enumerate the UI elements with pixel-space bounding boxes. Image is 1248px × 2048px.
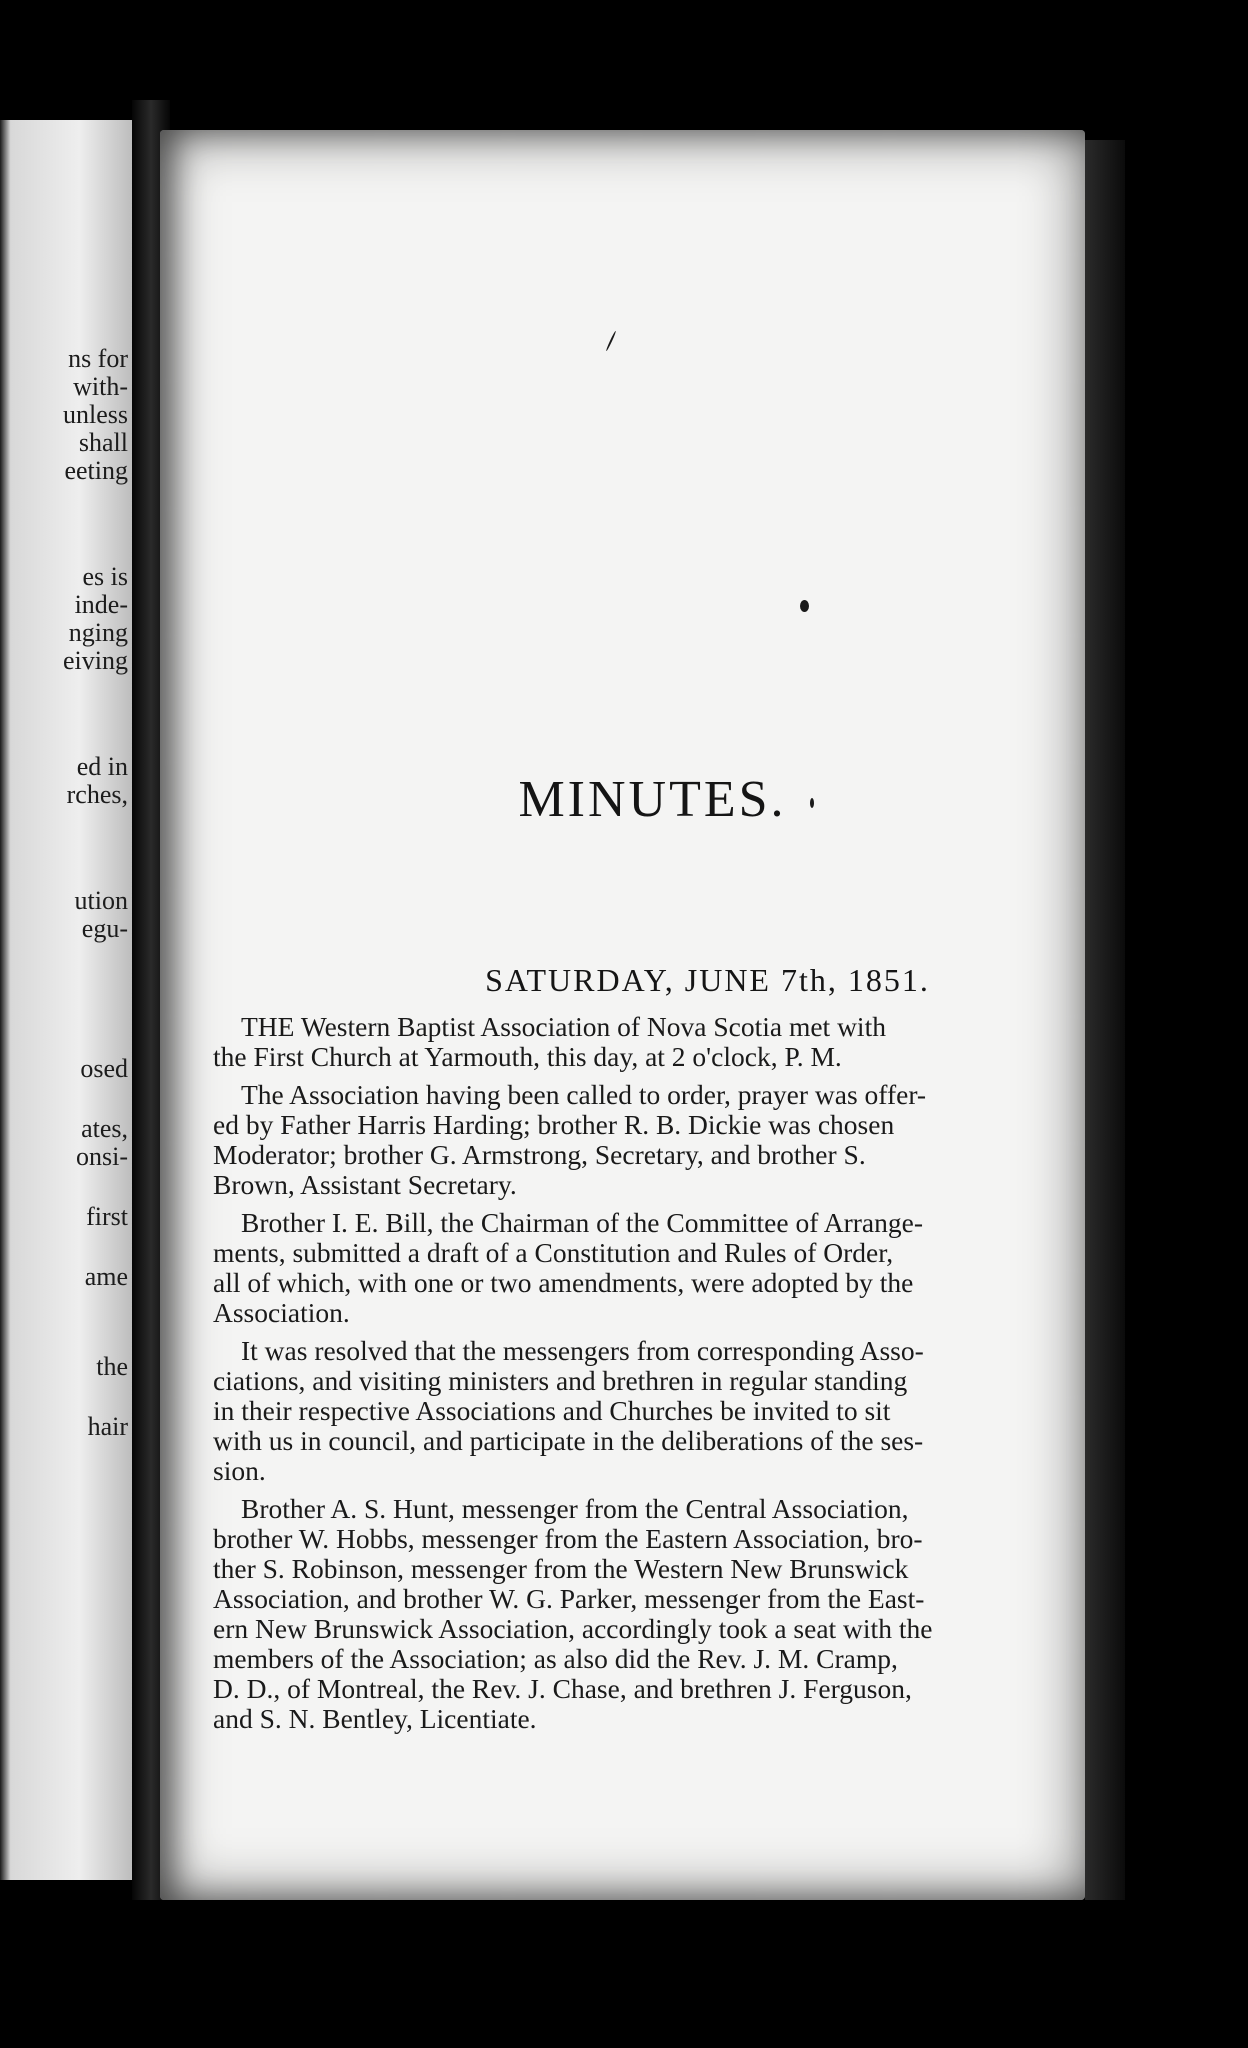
text-line: members of the Association; as also did the Rev. J. M. Cramp, bbox=[213, 1643, 898, 1674]
left-page-fragment: ame bbox=[84, 1262, 128, 1291]
left-page-fragment: es is bbox=[82, 562, 128, 591]
text-line: ern New Brunswick Association, accordingly took a seat with the bbox=[213, 1613, 933, 1644]
left-page-fragment: first bbox=[86, 1202, 128, 1231]
text-line: ed by Father Harris Harding; brother R. B. Dickie was chosen bbox=[213, 1109, 895, 1140]
text-line: Moderator; brother G. Armstrong, Secretary, and brother S. bbox=[213, 1139, 866, 1170]
left-page-fragment: eiving bbox=[63, 646, 128, 675]
text-line: Brother A. S. Hunt, messenger from the Central Association, bbox=[241, 1493, 909, 1524]
ink-speck bbox=[605, 331, 616, 352]
text-line: brother W. Hobbs, messenger from the Eastern Association, bro- bbox=[213, 1523, 923, 1554]
paragraph bbox=[185, 1080, 1045, 1200]
text-line: ciations, and visiting ministers and brethren in regular standing bbox=[213, 1365, 908, 1396]
text-line: all of which, with one or two amendments, were adopted by the bbox=[213, 1267, 914, 1298]
text-line: the First Church at Yarmouth, this day, at 2 o'clock, P. M. bbox=[213, 1041, 842, 1072]
text-line: D. D., of Montreal, the Rev. J. Chase, and brethren J. Ferguson, bbox=[213, 1673, 912, 1704]
text-line: Brown, Assistant Secretary. bbox=[213, 1169, 517, 1200]
text-line: Association, and brother W. G. Parker, messenger from the East- bbox=[213, 1583, 925, 1614]
left-page-fragment: inde- bbox=[74, 590, 128, 619]
left-page-fragment: shall bbox=[78, 428, 128, 457]
left-page-fragment: the bbox=[96, 1352, 128, 1381]
left-page-fragment: osed bbox=[80, 1054, 128, 1083]
left-page-fragment: ns for bbox=[68, 344, 128, 373]
text-line: THE Western Baptist Association of Nova Scotia met with bbox=[241, 1011, 886, 1042]
left-page-fragment: eeting bbox=[64, 456, 128, 485]
text-line: Association. bbox=[213, 1297, 350, 1328]
paragraph bbox=[185, 1494, 1045, 1734]
left-page bbox=[0, 120, 132, 1880]
left-page-fragment: unless bbox=[63, 400, 128, 429]
page-title: MINUTES. bbox=[518, 771, 787, 828]
text-line: with us in council, and participate in the deliberations of the ses- bbox=[213, 1425, 924, 1456]
minutes-body bbox=[185, 1012, 1045, 1742]
text-line: The Association having been called to order, prayer was offer- bbox=[241, 1079, 927, 1110]
left-page-fragment: ates, bbox=[81, 1114, 128, 1143]
paragraph bbox=[185, 1012, 1045, 1072]
text-line: Brother I. E. Bill, the Chairman of the Committee of Arrange- bbox=[241, 1207, 923, 1238]
ink-speck bbox=[800, 600, 809, 612]
left-page-fragment: ution bbox=[74, 886, 128, 915]
text-line: ther S. Robinson, messenger from the Western New Brunswick bbox=[213, 1553, 909, 1584]
session-date: SATURDAY, JUNE 7th, 1851. bbox=[485, 962, 930, 998]
text-line: It was resolved that the messengers from corresponding Asso- bbox=[241, 1335, 924, 1366]
left-page-fragment: ed in bbox=[76, 752, 128, 781]
text-line: sion. bbox=[213, 1455, 266, 1486]
text-line: ments, submitted a draft of a Constitution and Rules of Order, bbox=[213, 1237, 894, 1268]
left-page-fragment: nging bbox=[68, 618, 128, 647]
paragraph bbox=[185, 1336, 1045, 1486]
text-line: and S. N. Bentley, Licentiate. bbox=[213, 1703, 537, 1734]
left-page-fragment: egu- bbox=[81, 914, 128, 943]
left-page-fragment: with- bbox=[73, 372, 128, 401]
page-edge-shadow bbox=[1085, 140, 1125, 1900]
paragraph bbox=[185, 1208, 1045, 1328]
main-page bbox=[160, 130, 1085, 1900]
left-page-fragment: onsi- bbox=[76, 1142, 128, 1171]
text-line: in their respective Associations and Churches be invited to sit bbox=[213, 1395, 891, 1426]
left-page-fragment: rches, bbox=[66, 780, 128, 809]
left-page-fragment: hair bbox=[87, 1412, 128, 1441]
